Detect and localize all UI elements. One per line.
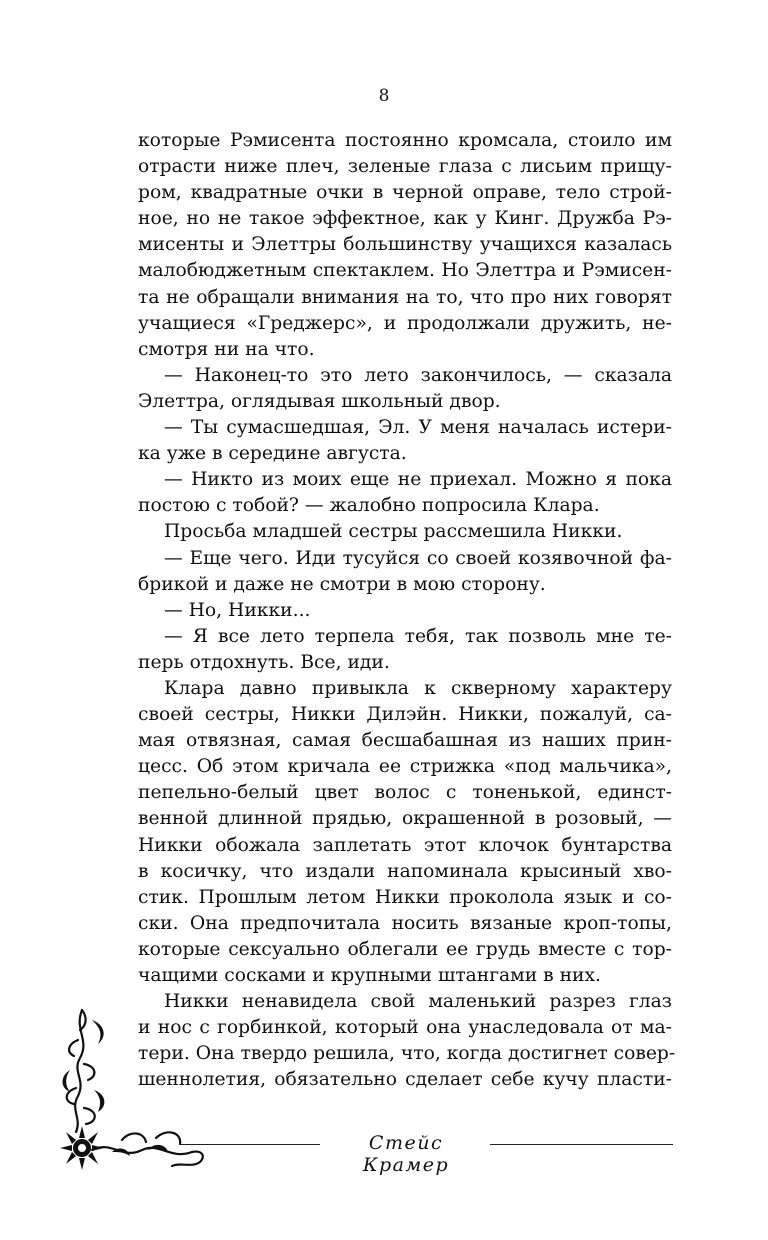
footer-author: Стейс Крамер (362, 1132, 450, 1176)
text-line: Никки ненавидела свой маленький разрез глаз (164, 991, 672, 1013)
text-line: ка уже в середине августа. (138, 443, 407, 465)
text-line: Клара давно привыкла к скверному характеру (164, 677, 672, 699)
text-line: та не обращали внимания на то, что про них говорят (138, 286, 672, 308)
text-line: которые Рэмисента постоянно кромсала, стоило им (138, 130, 672, 151)
footer-rule-right (490, 1144, 673, 1145)
text-line: брикой и даже не смотри в мою сторону. (138, 573, 546, 595)
text-line: учащиеся «Греджерс», и продолжали дружить, не- (138, 312, 672, 334)
text-line: стик. Прошлым летом Никки проколола язык и со- (138, 886, 672, 908)
text-line: — Я все лето терпела тебя, так позволь мне те- (164, 625, 672, 647)
text-line: перь отдохнуть. Все, иди. (138, 651, 390, 673)
text-line: тери. Она твердо решила, что, когда достигнет совер- (138, 1043, 676, 1065)
text-line: Элеттра, оглядывая школьный двор. (138, 390, 501, 412)
text-line: мисенты и Элеттры большинству учащихся казалась (138, 234, 672, 256)
text-line: мая отвязная, самая бесшабашная из наших прин- (138, 730, 672, 752)
text-line: в косичку, что издали напоминала крысиный хво- (138, 860, 672, 882)
text-line: пепельно-белый цвет волос с тоненькой, единст- (138, 782, 672, 804)
text-line: цесс. Об этом кричала ее стрижка «под мальчика», (138, 756, 672, 778)
text-line: смотря ни на что. (138, 338, 315, 360)
text-line: — Но, Никки... (164, 599, 311, 621)
text-line: Никки обожала заплетать этот клочок бунтарства (138, 834, 672, 856)
text-line: Просьба младшей сестры рассмешила Никки. (164, 521, 623, 543)
text-line: отрасти ниже плеч, зеленые глаза с лисьим прищу- (138, 156, 672, 178)
text-line: чащими сосками и крупными штангами в них. (138, 965, 601, 986)
text-line: своей сестры, Никки Дилэйн. Никки, пожалуй, са- (138, 704, 672, 726)
text-line: ски. Она предпочитала носить вязаные кроп-топы, (138, 912, 672, 934)
text-line: ное, но не такое эффектное, как у Кинг. Дружба Рэ- (138, 208, 672, 230)
page-footer (0, 1132, 768, 1176)
text-line: венной длинной прядью, окрашенной в розовый, — (138, 808, 672, 830)
page-number: 8 (378, 86, 390, 106)
text-line: которые сексуально облегали ее грудь вместе с тор- (138, 938, 672, 960)
text-line: малобюджетным спектаклем. Но Элеттра и Рэмисен- (138, 260, 672, 282)
text-line: — Ты сумасшедшая, Эл. У меня началась истери- (164, 417, 672, 439)
footer-rule-left (180, 1144, 320, 1145)
text-line: — Никто из моих еще не приехал. Можно я пока (164, 469, 672, 491)
text-line: шеннолетия, обязательно сделает себе кучу пласти- (138, 1069, 672, 1091)
text-line: постою с тобой? — жалобно попросила Клара. (138, 495, 600, 517)
text-line: — Наконец-то это лето закончилось, — сказала (164, 364, 672, 386)
body-text (138, 128, 676, 1093)
text-line: ром, квадратные очки в черной оправе, тело строй- (138, 182, 672, 204)
text-line: и нос с горбинкой, который она унаследовала от ма- (138, 1017, 672, 1039)
text-line: — Еще чего. Иди тусуйся со своей козявочной фа- (164, 547, 672, 569)
